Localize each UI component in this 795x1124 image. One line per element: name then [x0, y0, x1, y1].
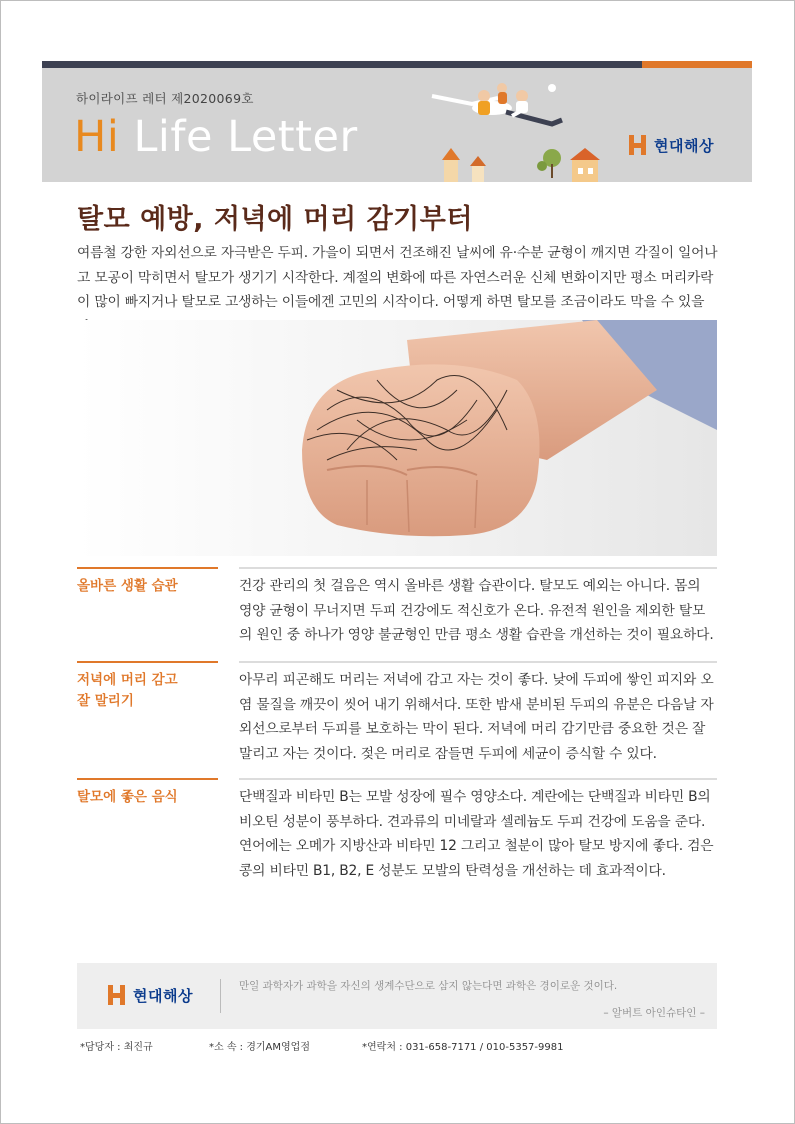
- section-heading-line1: 저녁에 머리 감고: [77, 672, 178, 688]
- contact-dept: *소 속 : 경기AM영업점: [209, 1042, 310, 1053]
- village-icon: [442, 148, 600, 182]
- title-rest: Life Letter: [119, 112, 358, 162]
- quote-author: – 알버트 아인슈타인 –: [603, 1007, 705, 1019]
- quote-text: 만일 과학자가 과학을 자신의 생계수단으로 삼지 않는다면 과학은 경이로운 것이다.: [239, 980, 618, 992]
- logo-text: 현대해상: [654, 136, 714, 155]
- title-hi: Hi: [74, 112, 120, 162]
- section-heading: 올바른 생활 습관: [77, 567, 218, 597]
- hyundai-h-logo-icon: [628, 134, 648, 156]
- hyundai-h-logo-icon: [107, 984, 127, 1006]
- people-icon: [432, 83, 562, 124]
- footer-logo: [107, 984, 193, 1006]
- footer-logo-text: 현대해상: [133, 986, 193, 1005]
- contact-phone: *연락처 : 031-658-7171 / 010-5357-9981: [362, 1042, 564, 1053]
- article-intro: 여름철 강한 자외선으로 자극받은 두피. 가을이 되면서 건조해진 날씨에 유·수분 균형이 깨지면 각질이 일어나고 모공이 막히면서 탈모가 생기기 시작한다. 계절의 변화에 따른 자연스러운 신체 변화이지만 평소 머리카락이 많이 빠지거나 탈모로 고생하는 이들에겐 고민의 시작이다. 어떻게 하면 탈모를 조금이라도 막을 수 있을: [77, 245, 718, 310]
- top-accent-bar-orange: [642, 61, 752, 68]
- section-body: 아무리 피곤해도 머리는 저녁에 감고 자는 것이 좋다. 낮에 두피에 쌓인 피지와 오염 물질을 깨끗이 씻어 내기 위해서다. 또한 밤새 분비된 두피의 유분은 다음날 자외선으로부터 두피를 보호하는 막이 된다. 저녁에 머리 감기만큼 중요한 것은 잘 말리고 자는 것이다. 젖은 머리로 잠들면 두피에 세균이 증식할 수 있다.: [239, 661, 717, 766]
- flying-family-illustration: [402, 68, 602, 182]
- newsletter-title: [74, 112, 358, 162]
- hair-loss-fist-photo: [77, 320, 717, 556]
- section-heading: 탈모에 좋은 음식: [77, 778, 218, 808]
- article-title: 탈모 예방, 저녁에 머리 감기부터: [77, 204, 473, 235]
- section-body: 건강 관리의 첫 걸음은 역시 올바른 생활 습관이다. 탈모도 예외는 아니다. 몸의 영양 균형이 무너지면 두피 건강에도 적신호가 온다. 유전적 원인을 제외한 탈모의 원인 중 하나가 영양 불균형인 만큼 평소 생활 습관을 개선하는 것이 필요하다.: [239, 567, 717, 648]
- contact-manager: *담당자 : 최진규: [80, 1042, 153, 1053]
- hyundai-marine-logo: [628, 134, 714, 156]
- section-heading-line2: 잘 말리기: [77, 693, 134, 709]
- issue-number: 하이라이프 레터 제2020069호: [76, 91, 254, 106]
- section-body: 단백질과 비타민 B는 모발 성장에 필수 영양소다. 계란에는 단백질과 비타민 B의 비오틴 성분이 풍부하다. 견과류의 미네랄과 셀레늄도 두피 건강에 도움을 준다. 연어에는 오메가 지방산과 비타민 12 그리고 철분이 많아 탈모 방지에 좋다. 검은 콩의 비타민 B1, B2, E 성분도 모발의 탄력성을 개선하는 데 효과적이다.: [239, 778, 717, 883]
- newsletter-header: [42, 68, 752, 182]
- top-accent-bar-navy: [42, 61, 642, 68]
- section-heading: [77, 661, 218, 712]
- quote-box: [77, 963, 717, 1029]
- quote-divider: [220, 979, 221, 1013]
